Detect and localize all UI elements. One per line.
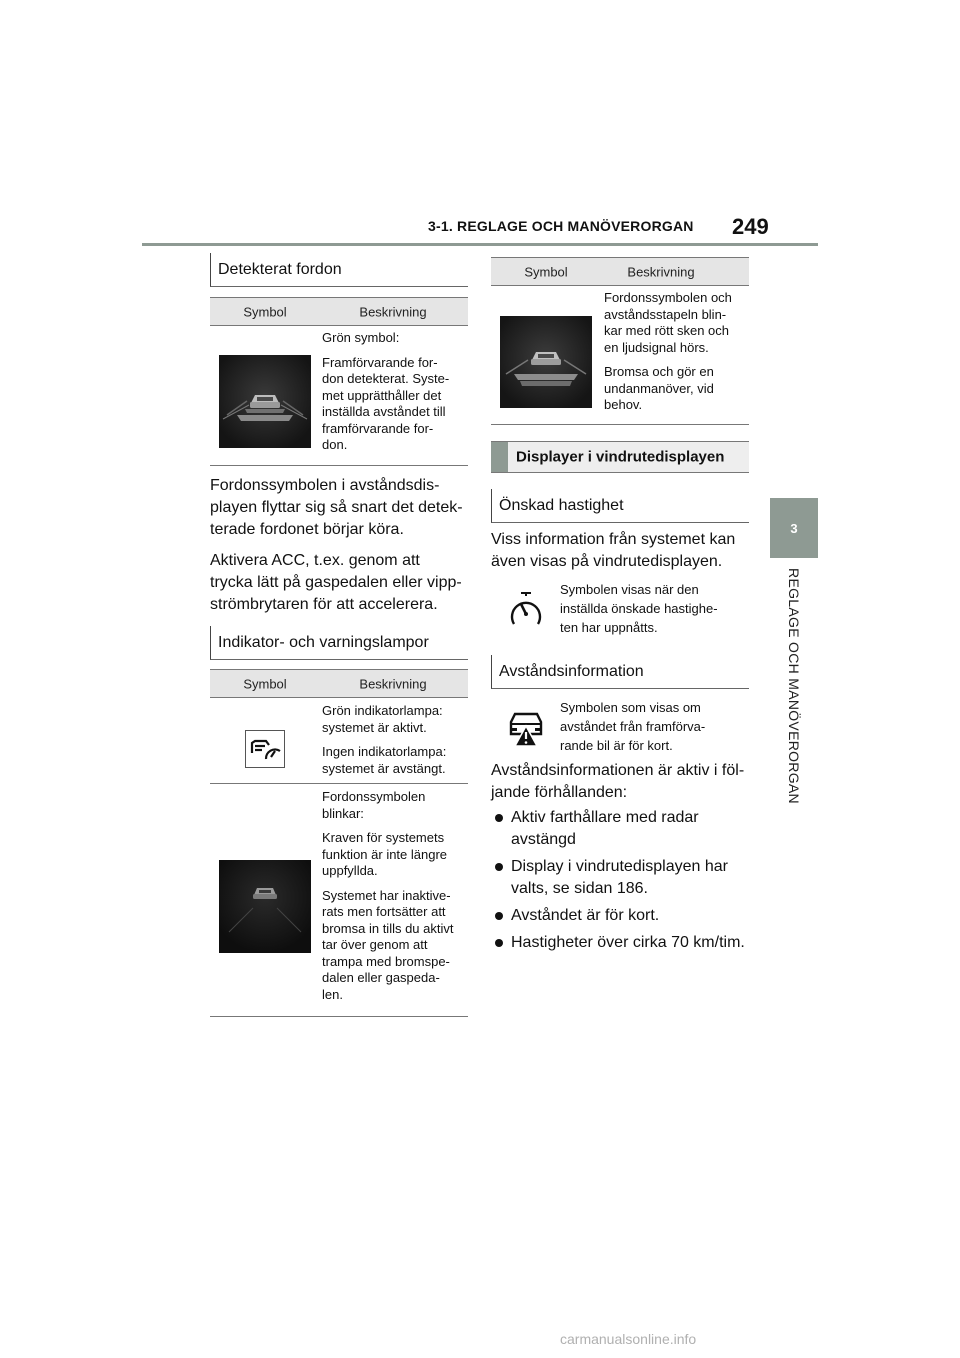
section-heading-text: Avståndsinformation bbox=[499, 662, 644, 680]
table-header bbox=[491, 257, 749, 286]
detected-vehicle-body bbox=[210, 475, 472, 625]
body-paragraph: Viss information från systemet kan även visas på vindrutedisplayen. bbox=[491, 531, 736, 570]
description-paragraph: Grön indikatorlampa: systemet är aktivt. bbox=[322, 703, 443, 735]
col-description: Beskrivning bbox=[627, 264, 695, 279]
description-paragraph: Symbolen som visas om avståndet från framförva- rande bil är för kort. bbox=[560, 700, 706, 753]
detected-vehicle-description bbox=[322, 330, 467, 462]
description-paragraph: Fordonssymbolen blinkar: bbox=[322, 789, 426, 821]
section-heading-detected-vehicle bbox=[210, 253, 468, 287]
distance-info-conditions-list bbox=[494, 807, 756, 959]
running-header-title: 3-1. REGLAGE OCH MANÖVERORGAN bbox=[428, 218, 694, 234]
table-header bbox=[210, 669, 468, 698]
list-item: Aktiv farthållare med radar avstängd bbox=[494, 807, 756, 851]
table-row-divider bbox=[491, 424, 749, 425]
description-paragraph: Systemet har inaktive- rats men fortsätter att bromsa in tills du aktivt tar över genom att trampa med bromspe- dalen eller gaspeda- len. bbox=[322, 887, 454, 1002]
chapter-tab: 3 bbox=[770, 498, 818, 558]
chapter-tab-title: REGLAGE OCH MANÖVERORGAN bbox=[786, 568, 802, 804]
section-bar-hud bbox=[491, 441, 749, 473]
page-number: 249 bbox=[732, 214, 769, 239]
description-paragraph: Fordonssymbolen och avståndsstapeln blin- kar med rött sken och en ljudsignal hörs. bbox=[604, 290, 732, 355]
section-heading-text: Detekterat fordon bbox=[218, 260, 342, 278]
col-description: Beskrivning bbox=[359, 304, 427, 319]
indicator-blinking-description bbox=[322, 789, 467, 1011]
body-paragraph: Avståndsinformationen är aktiv i föl- jande förhållanden: bbox=[491, 762, 745, 801]
distance-info-intro bbox=[491, 760, 753, 813]
table-header bbox=[210, 297, 468, 326]
description-paragraph: Framförvarande for- don detekterat. Syste- met upprätthåller det inställda avståndet till framförvarande for- don. bbox=[322, 354, 450, 452]
table-row-divider bbox=[210, 1016, 468, 1017]
vehicle-detected-display-image bbox=[219, 355, 311, 448]
car-distance-icon bbox=[219, 355, 311, 448]
section-heading-distance-info bbox=[491, 655, 749, 689]
section-bar-marker bbox=[491, 442, 508, 472]
list-item: Avståndet är för kort. bbox=[494, 905, 756, 927]
header-rule bbox=[142, 243, 818, 246]
description-paragraph: Symbolen visas när den inställda önskade hastighe- ten har uppnåtts. bbox=[560, 582, 718, 635]
col-symbol: Symbol bbox=[243, 676, 287, 691]
list-item: Display i vindrutedisplayen har valts, se sidan 186. bbox=[494, 856, 756, 900]
section-heading-indicator-lamps bbox=[210, 626, 468, 660]
section-heading-text: Önskad hastighet bbox=[499, 496, 624, 514]
hud-intro bbox=[491, 529, 753, 582]
description-paragraph: Bromsa och gör en undanmanöver, vid behov. bbox=[604, 364, 714, 412]
description-paragraph: Kraven för systemets funktion är inte längre uppfyllda. bbox=[322, 830, 448, 878]
speedometer-icon bbox=[508, 592, 544, 630]
table-row-divider bbox=[210, 783, 468, 784]
acc-indicator-icon bbox=[245, 730, 285, 768]
desired-speed-icon-description bbox=[560, 580, 750, 645]
col-description: Beskrivning bbox=[359, 676, 427, 691]
description-paragraph: Grön symbol: bbox=[322, 330, 400, 345]
body-paragraph: Aktivera ACC, t.ex. genom att trycka lätt på gaspedalen eller vipp- strömbrytaren för att accelerera. bbox=[210, 552, 462, 613]
vehicle-blinking-display-image bbox=[219, 860, 311, 953]
distance-info-icon-description bbox=[560, 698, 750, 763]
list-item: Hastigheter över cirka 70 km/tim. bbox=[494, 932, 756, 954]
car-distance-icon bbox=[219, 860, 311, 953]
indicator-green-description bbox=[322, 703, 467, 785]
vehicle-warning-description bbox=[604, 290, 749, 422]
vehicle-warning-display-image bbox=[500, 316, 592, 408]
section-heading-text: Indikator- och varningslampor bbox=[218, 633, 429, 651]
col-symbol: Symbol bbox=[243, 304, 287, 319]
car-warning-icon bbox=[505, 708, 547, 750]
watermark: carmanualsonline.info bbox=[560, 1331, 697, 1347]
col-symbol: Symbol bbox=[524, 264, 568, 279]
table-row-divider bbox=[210, 465, 468, 466]
section-bar-title: Displayer i vindrutedisplayen bbox=[516, 448, 725, 466]
description-paragraph: Ingen indikatorlampa: systemet är avstängt. bbox=[322, 744, 447, 776]
car-distance-icon bbox=[500, 316, 592, 408]
body-paragraph: Fordonssymbolen i avståndsdis- playen flyttar sig så snart det detek- terade fordonet börjar köra. bbox=[210, 477, 463, 538]
section-heading-desired-speed bbox=[491, 489, 749, 523]
